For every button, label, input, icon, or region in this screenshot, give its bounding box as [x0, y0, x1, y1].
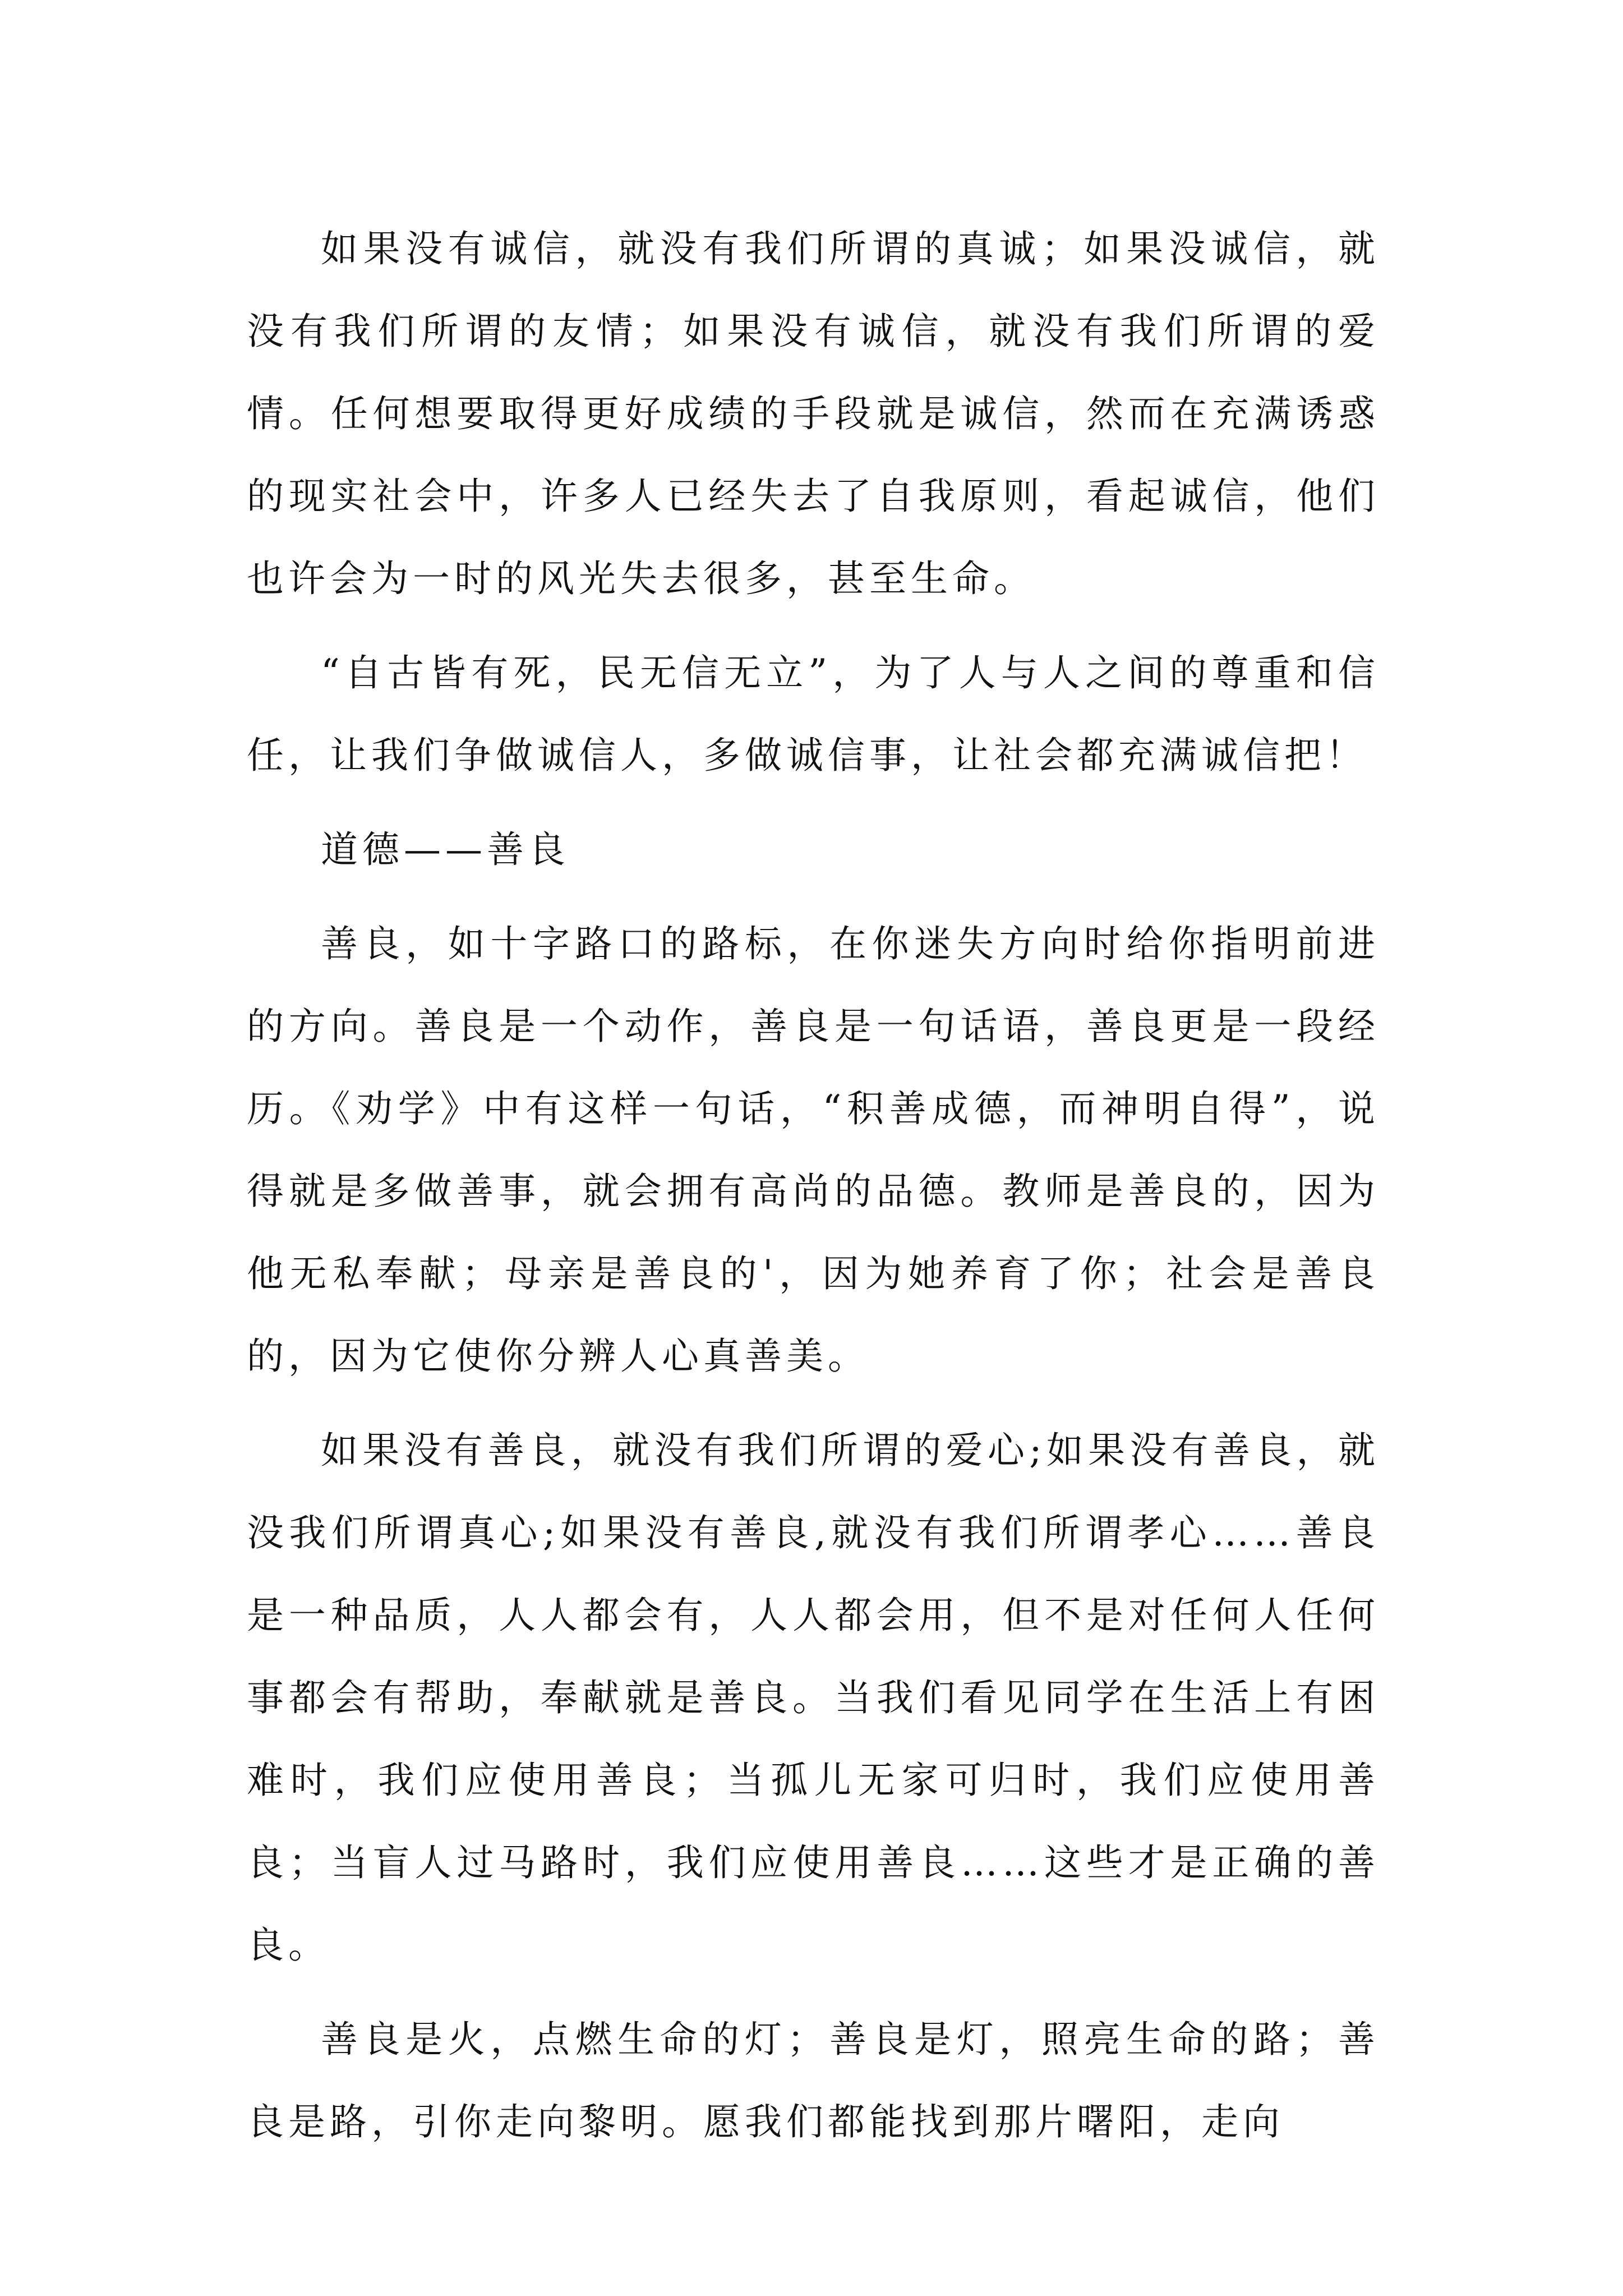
- paragraph-honesty-1: 如果没有诚信，就没有我们所谓的真诚；如果没诚信，就没有我们所谓的友情；如果没有诚信，就没有我们所谓的爱情。任何想要取得更好成绩的手段就是诚信，然而在充满诱惑的现实社会中，许多人已经失去了自我原则，看起诚信，他们也许会为一时的风光失去很多，甚至生命。: [247, 227, 1380, 600]
- paragraph-kindness-1: 善良，如十字路口的路标，在你迷失方向时给你指明前进的方向。善良是一个动作，善良是一句话语，善良更是一段经历。《劝学》中有这样一句话，“积善成德，而神明自得”，说得就是多做善事，就会拥有高尚的品德。教师是善良的，因为他无私奉献；母亲是善良的'，因为她养育了你；社会是善良的，因为它使你分辨人心真善美。: [247, 922, 1380, 1378]
- document-body: [247, 208, 1380, 2175]
- paragraph-kindness-2: 如果没有善良，就没有我们所谓的爱心;如果没有善良，就没我们所谓真心;如果没有善良,就没有我们所谓孝心……善良是一种品质，人人都会有，人人都会用，但不是对任何人任何事都会有帮助，奉献就是善良。当我们看见同学在生活上有困难时，我们应使用善良；当孤儿无家可归时，我们应使用善良；当盲人过马路时，我们应使用善良……这些才是正确的善良。: [247, 1429, 1380, 1967]
- section-heading: 道德——善良: [321, 828, 570, 871]
- paragraph-kindness-3: 善良是火，点燃生命的灯；善良是灯，照亮生命的路；善良是路，引你走向黎明。愿我们都能找到那片曙阳，走向: [247, 2018, 1380, 2143]
- paragraph-honesty-2: “自古皆有死，民无信无立”，为了人与人之间的尊重和信任，让我们争做诚信人，多做诚信事，让社会都充满诚信把！: [247, 651, 1380, 777]
